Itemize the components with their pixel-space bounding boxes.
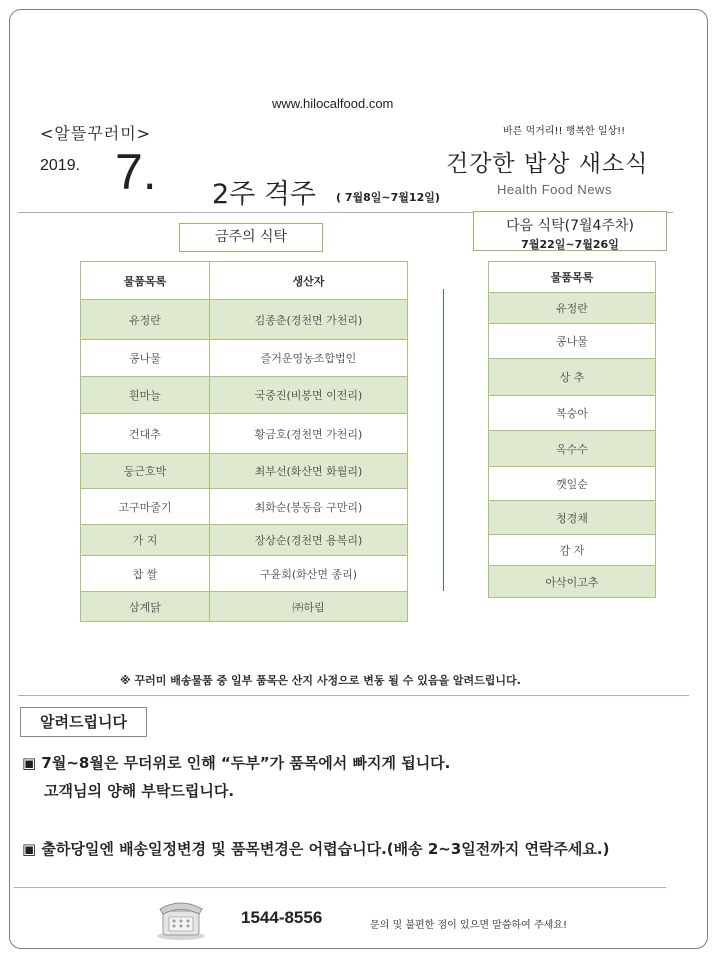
item-name: 유정란 <box>489 293 656 324</box>
footer-divider <box>14 887 666 888</box>
producer-name: 구윤회(화산면 종리) <box>210 556 408 592</box>
newsletter-subtitle: Health Food News <box>497 182 612 197</box>
contact-message: 문의 및 불편한 점이 있으면 말씀하여 주세요! <box>370 920 567 931</box>
item-name: 둥근호박 <box>81 454 210 489</box>
notice-item-2: ▣ 출하당일엔 배송일정변경 및 품목변경은 어렵습니다.(배송 2~3일전까지 연락주세요.) <box>22 840 610 858</box>
producer-name: 최부선(화산면 화월리) <box>210 454 408 489</box>
list-item <box>489 431 656 467</box>
item-name: 유정란 <box>81 300 210 340</box>
item-name: 옥수수 <box>489 431 656 467</box>
producer-name: 최화순(봉동읍 구만리) <box>210 489 408 525</box>
producer-name: 즐거운영농조합법인 <box>210 340 408 377</box>
next-week-range: 7월22일~7월26일 <box>521 238 619 251</box>
table-header-row <box>489 262 656 293</box>
issue-year: 2019. <box>40 157 81 174</box>
item-name: 건대추 <box>81 414 210 454</box>
this-week-table <box>80 261 408 622</box>
list-item <box>489 501 656 535</box>
next-week-label: 다음 식탁(7월4주차) <box>506 218 634 234</box>
table-row <box>81 414 408 454</box>
item-name: 상 추 <box>489 359 656 396</box>
table-row <box>81 300 408 340</box>
brand-name: <알뜰꾸러미> <box>40 124 152 143</box>
column-divider <box>443 289 444 591</box>
list-item <box>489 293 656 324</box>
column-header-producer: 생산자 <box>210 262 408 300</box>
next-week-table <box>488 261 656 598</box>
list-item <box>489 324 656 359</box>
list-item <box>489 359 656 396</box>
item-name: 고구마줄기 <box>81 489 210 525</box>
item-name: 콩나물 <box>81 340 210 377</box>
website-url[interactable]: www.hilocalfood.com <box>272 96 394 111</box>
notice-title: 알려드립니다 <box>20 707 147 737</box>
item-name: 삼계닭 <box>81 592 210 622</box>
item-name: 깻잎순 <box>489 467 656 501</box>
producer-name: 국중진(비봉면 이전리) <box>210 377 408 414</box>
table-row <box>81 377 408 414</box>
issue-month: 7. <box>115 144 157 200</box>
item-name: 청경채 <box>489 501 656 535</box>
notice-item-1-continued: 고객님의 양해 부탁드립니다. <box>44 782 235 800</box>
producer-name: 김종춘(경천면 가천리) <box>210 300 408 340</box>
item-name: 감 자 <box>489 535 656 566</box>
producer-name: 황금호(경천면 가천리) <box>210 414 408 454</box>
item-name: 흰마늘 <box>81 377 210 414</box>
column-header-item: 물품목록 <box>81 262 210 300</box>
item-name: 아삭이고추 <box>489 566 656 598</box>
item-name: 가 지 <box>81 525 210 556</box>
column-header-item: 물품목록 <box>489 262 656 293</box>
delivery-note: ※ 꾸러미 배송물품 중 일부 품목은 산지 사정으로 변동 될 수 있음을 알려드립니다. <box>120 674 521 687</box>
producer-name: ㈜하림 <box>210 592 408 622</box>
list-item <box>489 566 656 598</box>
contact-phone[interactable]: 1544-8556 <box>241 908 323 927</box>
item-name: 복숭아 <box>489 396 656 431</box>
table-row <box>81 592 408 622</box>
item-name: 콩나물 <box>489 324 656 359</box>
table-row <box>81 556 408 592</box>
table-row <box>81 454 408 489</box>
newsletter-title: 건강한 밥상 새소식 <box>446 151 649 177</box>
issue-week-range: ( 7월8일~7월12일) <box>336 191 440 204</box>
table-row <box>81 340 408 377</box>
notice-item-1: ▣ 7월~8월은 무더위로 인해 “두부”가 품목에서 빠지게 됩니다. <box>22 754 451 772</box>
producer-name: 장상순(경천면 용복리) <box>210 525 408 556</box>
slogan: 바른 먹거리!! 행복한 일상!! <box>503 126 626 137</box>
section-divider <box>18 695 689 696</box>
telephone-icon <box>155 895 207 941</box>
list-item <box>489 467 656 501</box>
next-week-label-box <box>473 211 667 251</box>
item-name: 찹 쌀 <box>81 556 210 592</box>
list-item <box>489 396 656 431</box>
this-week-label: 금주의 식탁 <box>179 223 323 252</box>
table-row <box>81 525 408 556</box>
issue-week: 2주 격주 <box>212 179 317 210</box>
table-row <box>81 489 408 525</box>
list-item <box>489 535 656 566</box>
table-header-row <box>81 262 408 300</box>
